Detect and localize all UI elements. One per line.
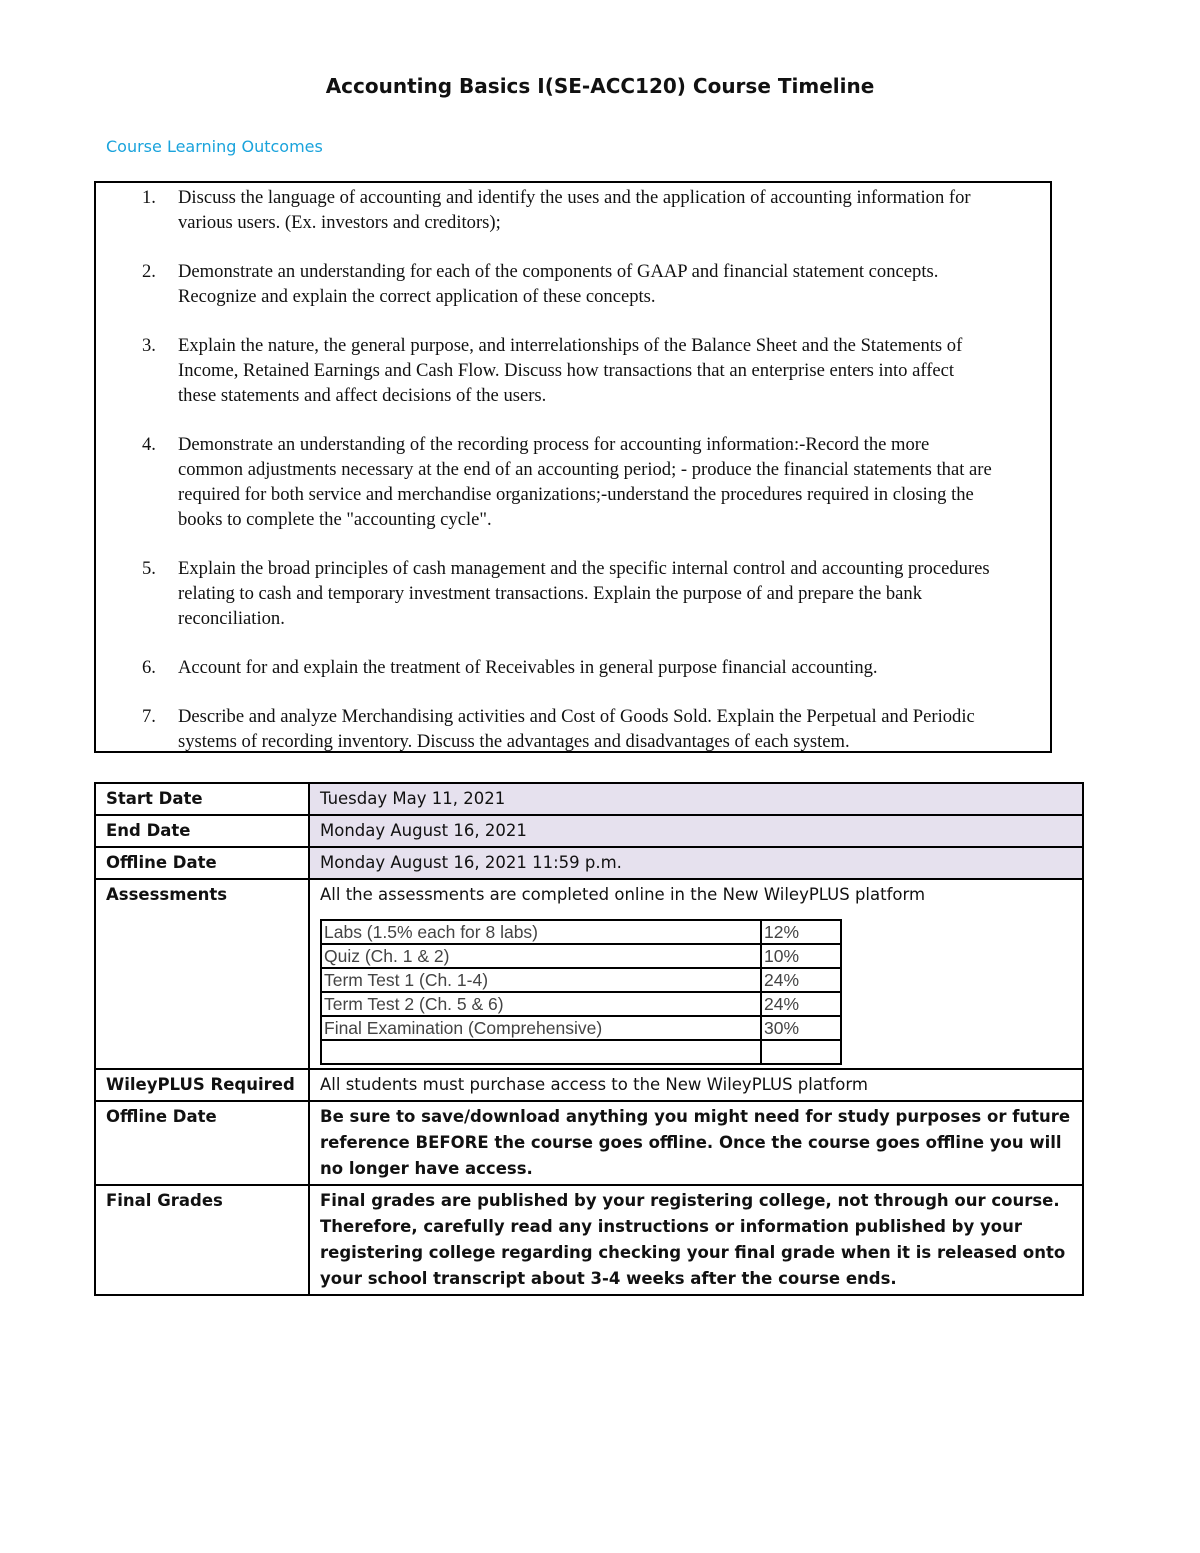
offline-note-value: Be sure to save/download anything you might need for study purposes or future reference BEFORE the course goes offline. Once the course goes offline you will no longer have access. <box>309 1101 1083 1185</box>
outcome-number: 3. <box>142 335 156 356</box>
outcome-item <box>96 259 996 309</box>
grading-row <box>321 968 841 992</box>
grading-table <box>320 919 842 1065</box>
outcome-item <box>96 432 996 532</box>
outcome-item <box>96 556 996 631</box>
grading-row <box>321 992 841 1016</box>
outcomes-box <box>94 181 1052 753</box>
outcome-text: Demonstrate an understanding for each of the components of GAAP and financial statement concepts. Recognize and explain the correct application of these concepts. <box>178 261 939 307</box>
grading-weight <box>761 1040 841 1064</box>
grading-weight: 30% <box>761 1016 841 1040</box>
grading-item: Term Test 2 (Ch. 5 & 6) <box>321 992 761 1016</box>
wileyplus-label: WileyPLUS Required <box>95 1069 309 1101</box>
outcome-number: 4. <box>142 434 156 455</box>
grading-item: Quiz (Ch. 1 & 2) <box>321 944 761 968</box>
grading-row-empty <box>321 1040 841 1064</box>
assessments-label: Assessments <box>95 879 309 1069</box>
course-timeline-table <box>94 782 1084 1296</box>
grading-item: Labs (1.5% each for 8 labs) <box>321 920 761 944</box>
outcome-text: Demonstrate an understanding of the recording process for accounting information:-Record the more common adjustments necessary at the end of an accounting period; - produce the financial statements that are required for both service and merchandise organizations;-understand the procedures required in closing the books to complete the "accounting cycle". <box>178 434 992 530</box>
wileyplus-row <box>95 1069 1083 1101</box>
offline-date-value: Monday August 16, 2021 11:59 p.m. <box>309 847 1083 879</box>
end-date-value: Monday August 16, 2021 <box>309 815 1083 847</box>
outcome-number: 5. <box>142 558 156 579</box>
start-date-value: Tuesday May 11, 2021 <box>309 783 1083 815</box>
outcome-text: Explain the broad principles of cash management and the specific internal control and accounting procedures relating to cash and temporary investment transactions. Explain the purpose of and prepare the bank reconciliation. <box>178 558 990 629</box>
final-grades-row <box>95 1185 1083 1295</box>
assessments-row <box>95 879 1083 1069</box>
offline-note-label: Offline Date <box>95 1101 309 1185</box>
grading-item <box>321 1040 761 1064</box>
outcome-text: Describe and analyze Merchandising activities and Cost of Goods Sold. Explain the Perpetual and Periodic systems of recording inventory. Discuss the advantages and disadvantages of each system. <box>178 706 975 752</box>
outcomes-list <box>96 185 996 753</box>
assessments-intro: All the assessments are completed online in the New WileyPLUS platform <box>320 885 926 904</box>
outcome-number: 1. <box>142 187 156 208</box>
outcome-number: 7. <box>142 706 156 727</box>
outcome-text: Discuss the language of accounting and identify the uses and the application of accounting information for various users. (Ex. investors and creditors); <box>178 187 971 233</box>
outcome-text: Explain the nature, the general purpose, and interrelationships of the Balance Sheet and the Statements of Income, Retained Earnings and Cash Flow. Discuss how transactions that an enterprise enters into affect these statements and affect decisions of the users. <box>178 335 963 406</box>
grading-row <box>321 920 841 944</box>
grading-item: Final Examination (Comprehensive) <box>321 1016 761 1040</box>
grading-item: Term Test 1 (Ch. 1-4) <box>321 968 761 992</box>
grading-weight: 12% <box>761 920 841 944</box>
start-date-label: Start Date <box>95 783 309 815</box>
outcome-item <box>96 655 996 680</box>
assessments-cell <box>309 879 1083 1069</box>
final-grades-label: Final Grades <box>95 1185 309 1295</box>
outcome-item <box>96 333 996 408</box>
final-grades-value: Final grades are published by your registering college, not through our course. Therefore, carefully read any instructions or information published by your registering college regarding checking your final grade when it is released onto your school transcript about 3-4 weeks after the course ends. <box>309 1185 1083 1295</box>
end-date-row <box>95 815 1083 847</box>
start-date-row <box>95 783 1083 815</box>
outcome-number: 2. <box>142 261 156 282</box>
grading-weight: 24% <box>761 968 841 992</box>
offline-note-row <box>95 1101 1083 1185</box>
outcome-number: 6. <box>142 657 156 678</box>
outcome-item <box>96 704 996 753</box>
page-title: Accounting Basics I(SE-ACC120) Course Timeline <box>325 74 875 98</box>
offline-date-label: Offline Date <box>95 847 309 879</box>
course-learning-outcomes-heading: Course Learning Outcomes <box>106 137 323 156</box>
grading-row <box>321 1016 841 1040</box>
offline-date-row <box>95 847 1083 879</box>
outcome-text: Account for and explain the treatment of Receivables in general purpose financial accounting. <box>178 657 878 678</box>
grading-weight: 24% <box>761 992 841 1016</box>
end-date-label: End Date <box>95 815 309 847</box>
outcome-item <box>96 185 996 235</box>
grading-weight: 10% <box>761 944 841 968</box>
grading-row <box>321 944 841 968</box>
wileyplus-value: All students must purchase access to the New WileyPLUS platform <box>309 1069 1083 1101</box>
